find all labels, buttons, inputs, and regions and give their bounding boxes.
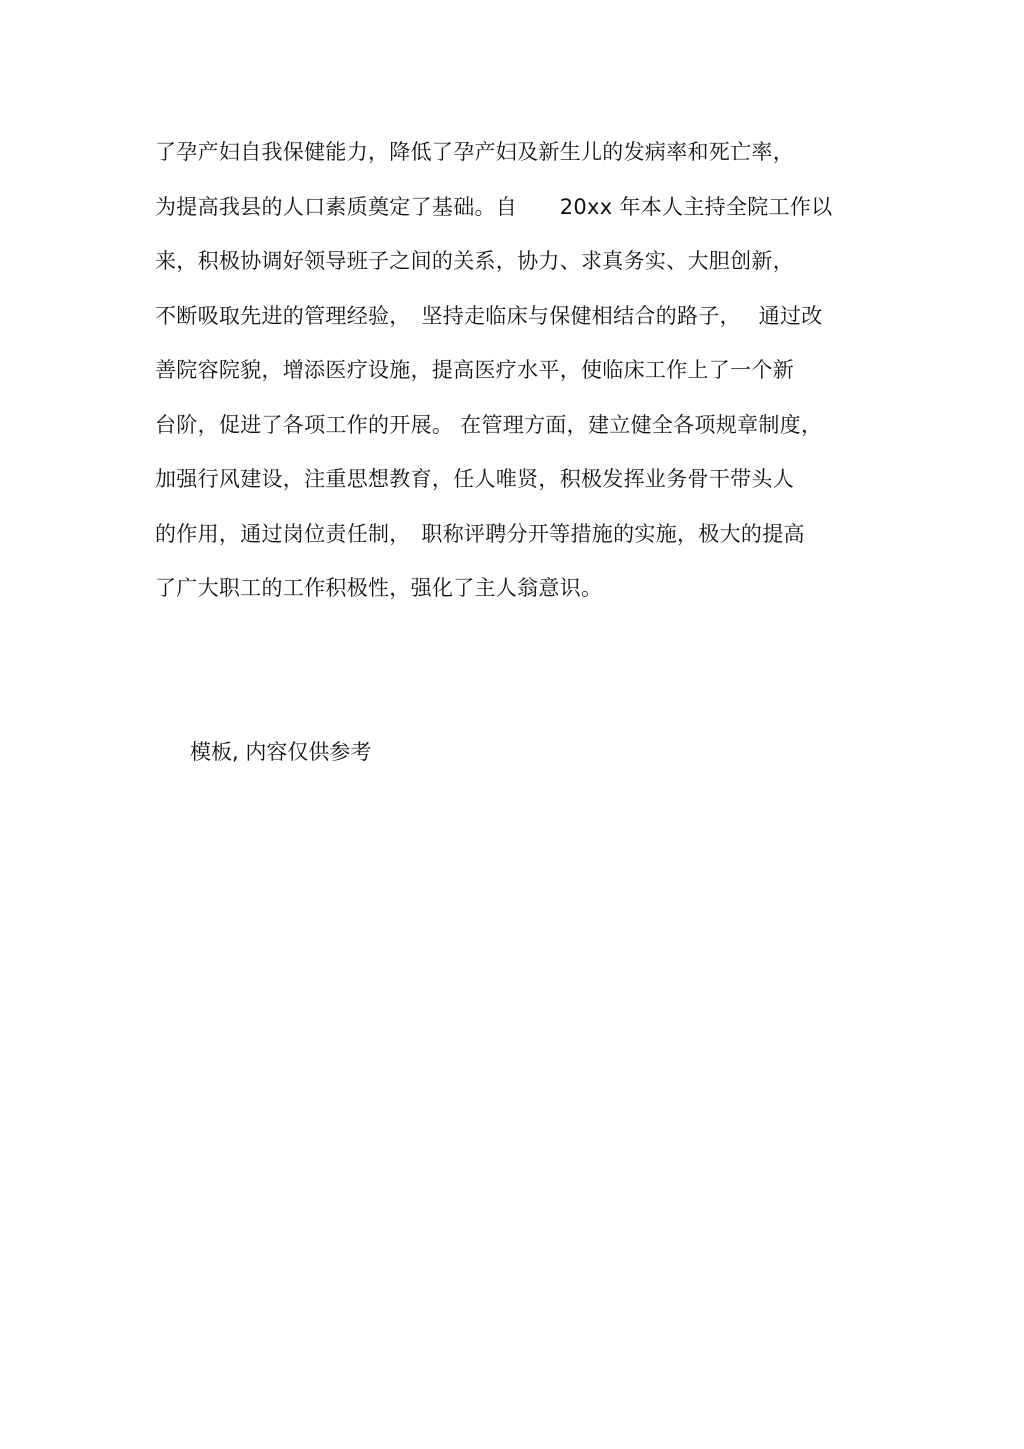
text-line: 为提高我县的人口素质奠定了基础。自 20xx 年本人主持全院工作以 — [155, 194, 833, 219]
text-line: 的作用，通过岗位责任制， 职称评聘分开等措施的实施，极大的提高 — [155, 521, 805, 546]
text-line: 不断吸取先进的管理经验， 坚持走临床与保健相结合的路子， 通过改 — [155, 303, 823, 328]
text-line: 加强行风建设，注重思想教育，任人唯贤，积极发挥业务骨干带头人 — [155, 467, 794, 491]
text-line: 善院容院貌，增添医疗设施，提高医疗水平，使临床工作上了一个新 — [155, 358, 794, 382]
text-line: 了孕产妇自我保健能力，降低了孕产妇及新生儿的发病率和死亡率， — [155, 140, 794, 164]
body-paragraph — [155, 134, 895, 625]
text-line: 了广大职工的工作积极性，强化了主人翁意识。 — [155, 576, 603, 600]
text-line: 来，积极协调好领导班子之间的关系，协力、求真务实、大胆创新， — [155, 249, 794, 273]
template-disclaimer: 模板, 内容仅供参考 — [190, 740, 372, 764]
text-line: 台阶，促进了各项工作的开展。 在管理方面，建立健全各项规章制度， — [155, 412, 823, 437]
